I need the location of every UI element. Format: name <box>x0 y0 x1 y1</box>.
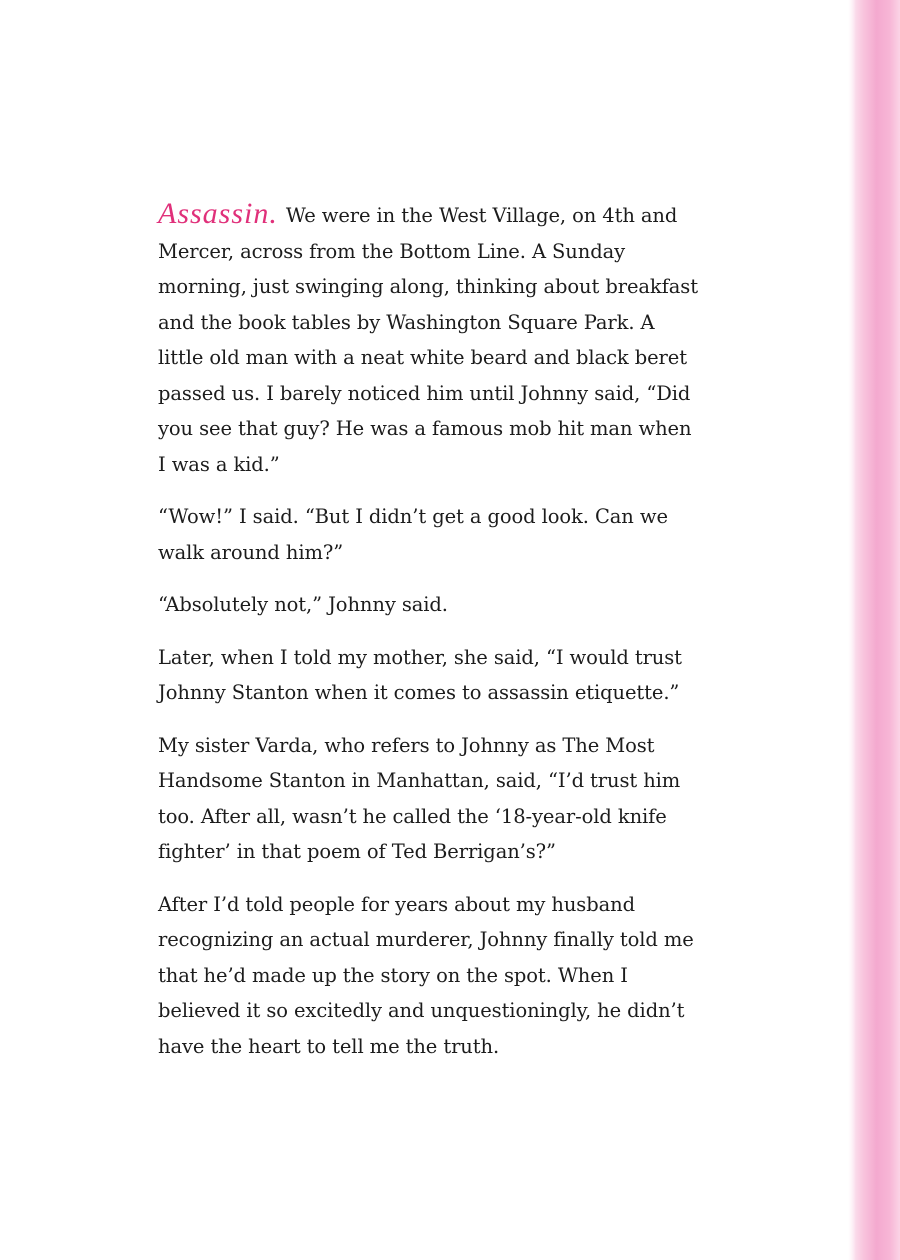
paragraph-2: “Wow!” I said. “But I didn’t get a good look. Can we walk around him?” <box>158 505 668 564</box>
paragraph-5: My sister Varda, who refers to Johnny as The Most Handsome Stanton in Manhattan, said, “I’d trust him too. After all, wasn’t he called the ‘18-year-old knife fighter’ in that poem of Ted Berrigan’s?” <box>158 733 681 863</box>
paragraph-1 <box>158 195 703 482</box>
essay-text <box>158 195 703 1081</box>
pink-page-edge <box>848 0 900 1260</box>
paragraph-3: “Absolutely not,” Johnny said. <box>158 593 448 616</box>
paragraph-1-text: We were in the West Village, on 4th and Mercer, across from the Bottom Line. A Sunday morning, just swinging along, thinking about breakfast and the book tables by Washington Square Park. A little old man with a neat white beard and black beret passed us. I barely noticed him until Johnny said, “Did you see that guy? He was a famous mob hit man when I was a kid.” <box>158 204 698 476</box>
paragraph-6: After I’d told people for years about my husband recognizing an actual murderer, Johnny finally told me that he’d made up the story on the spot. When I believed it so excitedly and unquestioningly, he didn’t have the heart to tell me the truth. <box>158 892 694 1058</box>
paragraph-4: Later, when I told my mother, she said, “I would trust Johnny Stanton when it comes to assassin etiquette.” <box>158 645 682 704</box>
section-heading: Assassin. <box>158 197 278 230</box>
